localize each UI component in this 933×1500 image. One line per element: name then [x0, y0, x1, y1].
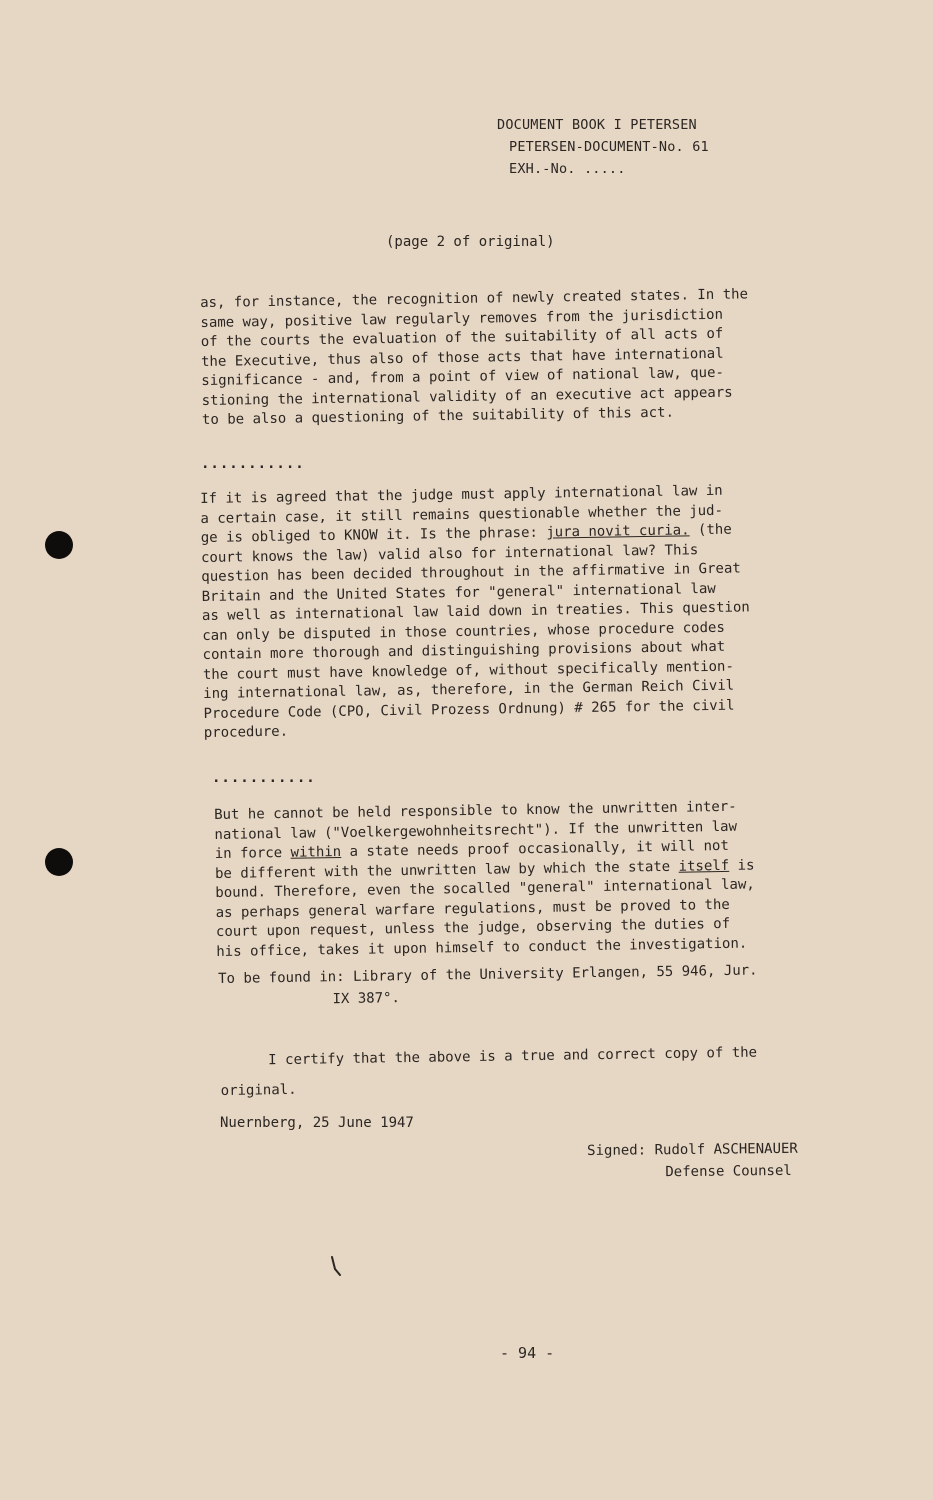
source-line-2: IX 387°.	[332, 990, 401, 1008]
signature-title: Defense Counsel	[665, 1162, 792, 1181]
page-note: (page 2 of original)	[386, 234, 555, 250]
text-line: ing international law, as, therefore, in the German Reich Civil	[203, 677, 735, 702]
paragraph-3	[214, 796, 856, 962]
text-span: is	[729, 857, 755, 874]
source-line-1: To be found in: Library of the University Erlangen, 55 946, Jur.	[218, 962, 758, 987]
page-number: - 94 -	[500, 1344, 555, 1362]
signature-block	[587, 1138, 798, 1184]
text-line: as perhaps general warfare regulations, must be proved to the	[215, 896, 730, 921]
paragraph-2	[200, 480, 844, 744]
signature-line: Signed: Rudolf ASCHENAUER	[587, 1140, 798, 1159]
place-date: Nuernberg, 25 June 1947	[220, 1115, 414, 1131]
text-line: national law ("Voelkergewohnheitsrecht"). If the unwritten law	[214, 818, 738, 843]
certification-line-2: original.	[220, 1081, 297, 1099]
text-line: significance - and, from a point of view of national law, que-	[201, 364, 725, 389]
document-header	[497, 114, 709, 180]
text-span: (the	[689, 521, 732, 539]
text-line: contain more thorough and distinguishing provisions about what	[202, 638, 726, 663]
header-line-2: PETERSEN-DOCUMENT-No. 61	[509, 139, 709, 155]
text-span: ge is obliged to KNOW it. Is the phrase:	[200, 524, 547, 546]
text-line: procedure.	[203, 723, 289, 741]
text-line: the court must have knowledge of, without specifically mention-	[202, 658, 734, 683]
section-separator: ...........	[201, 456, 305, 472]
underlined-word: itself	[678, 857, 730, 875]
text-span: a state needs proof occasionally, it will not	[341, 837, 729, 861]
header-line-3: EXH.-No. .....	[509, 161, 626, 177]
text-line: But he cannot be held responsible to know the unwritten inter-	[214, 798, 737, 823]
punch-hole-top	[45, 531, 73, 559]
text-line: his office, takes it upon himself to conduct the investigation.	[216, 935, 748, 960]
text-line: court knows the law) valid also for international law? This	[200, 541, 699, 566]
pen-mark-icon	[330, 1255, 342, 1277]
source-reference	[218, 960, 758, 1012]
paragraph-1	[200, 284, 842, 431]
text-line: question has been decided throughout in the affirmative in Great	[201, 560, 741, 585]
text-span: be different with the unwritten law by which the state	[214, 858, 679, 882]
punch-hole-bottom	[45, 848, 73, 876]
text-line: can only be disputed in those countries, whose procedure codes	[202, 619, 725, 644]
text-line: the Executive, thus also of those acts that have international	[200, 345, 724, 370]
text-line: of the courts the evaluation of the suitability of all acts of	[200, 325, 724, 350]
text-line: stioning the international validity of an executive act appears	[201, 384, 733, 409]
text-line: If it is agreed that the judge must apply international law in	[200, 482, 723, 507]
text-line: Procedure Code (CPO, Civil Prozess Ordnung) # 265 for the civil	[203, 697, 735, 722]
text-line: as, for instance, the recognition of newly created states. In the	[200, 286, 749, 311]
text-line: a certain case, it still remains questionable whether the jud-	[200, 502, 724, 527]
underlined-phrase: jura novit curia.	[546, 522, 690, 541]
text-span: in force	[214, 844, 291, 862]
certification-line-1: I certify that the above is a true and correct copy of the	[268, 1044, 758, 1069]
text-line: Britain and the United States for "general" international law	[201, 580, 716, 605]
text-line: bound. Therefore, even the socalled "general" international law,	[215, 876, 755, 901]
certification	[220, 1038, 758, 1106]
header-line-1: DOCUMENT BOOK I PETERSEN	[497, 117, 697, 133]
section-separator: ...........	[212, 770, 316, 786]
text-line: to be also a questioning of the suitability of this act.	[201, 404, 675, 428]
text-line: as well as international law laid down in treaties. This question	[201, 599, 750, 624]
underlined-word: within	[290, 844, 342, 861]
text-line: same way, positive law regularly removes from the jurisdiction	[200, 306, 724, 331]
text-line: court upon request, unless the judge, observing the duties of	[215, 915, 731, 940]
